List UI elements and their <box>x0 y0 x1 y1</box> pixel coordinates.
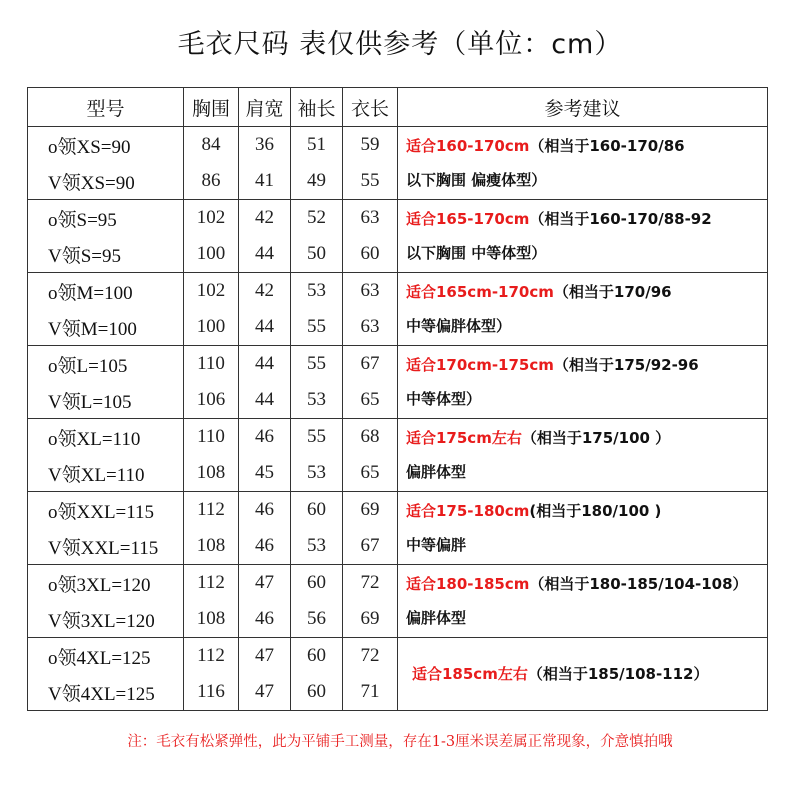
length-value: 71 <box>360 681 380 702</box>
chest-value: 116 <box>197 681 225 702</box>
shoulder-value: 44 <box>255 316 274 337</box>
model-v-neck: V领XL=110 <box>48 464 145 486</box>
chest-value: 106 <box>196 389 226 410</box>
chest-value: 108 <box>196 535 226 556</box>
length-value: 63 <box>360 280 380 301</box>
length-cell <box>343 492 398 565</box>
length-value: 67 <box>360 353 380 374</box>
model-cell <box>28 638 184 711</box>
chest-value: 86 <box>201 170 221 191</box>
sleeve-value: 53 <box>307 389 326 410</box>
measurement-note: 注：毛衣有松紧弹性，此为平铺手工测量，存在1-3厘米误差属正常现象，介意慎拍哦 <box>127 734 673 750</box>
chest-value: 112 <box>197 499 225 520</box>
header-sleeve: 袖长 <box>291 88 343 127</box>
advice-body-type: 中等偏胖 <box>406 536 467 554</box>
advice-height-range: 适合165-170cm <box>406 210 530 228</box>
advice-height-range: 适合160-170cm <box>406 137 530 155</box>
header-length: 衣长 <box>343 88 398 127</box>
model-o-neck: o领4XL=125 <box>48 647 151 669</box>
sleeve-value: 55 <box>307 316 326 337</box>
chest-value: 100 <box>196 243 226 264</box>
shoulder-cell <box>239 273 291 346</box>
advice-cell <box>398 638 768 711</box>
length-value: 72 <box>360 572 380 593</box>
model-cell <box>28 346 184 419</box>
header-chest: 胸围 <box>184 88 239 127</box>
shoulder-value: 44 <box>255 353 274 374</box>
model-o-neck: o领XXL=115 <box>48 501 155 523</box>
length-cell <box>343 419 398 492</box>
sleeve-value: 51 <box>307 134 326 155</box>
chest-value: 108 <box>196 608 226 629</box>
sleeve-value: 55 <box>307 426 326 447</box>
advice-text <box>406 494 763 562</box>
advice-cell <box>398 419 768 492</box>
shoulder-cell <box>239 200 291 273</box>
length-value: 63 <box>360 316 380 337</box>
shoulder-value: 42 <box>255 280 274 301</box>
model-o-neck: o领L=105 <box>48 355 128 377</box>
length-value: 65 <box>360 389 380 410</box>
model-v-neck: V领M=100 <box>48 318 137 340</box>
model-cell <box>28 565 184 638</box>
shoulder-value: 41 <box>255 170 274 191</box>
sleeve-value: 60 <box>307 572 326 593</box>
shoulder-value: 47 <box>255 681 274 702</box>
shoulder-cell <box>239 492 291 565</box>
shoulder-value: 46 <box>255 535 274 556</box>
length-cell <box>343 273 398 346</box>
advice-height-range: 适合175-180cm <box>406 502 530 520</box>
chest-value: 102 <box>196 280 226 301</box>
advice-equivalent: （相当于185/108-112） <box>527 665 709 683</box>
length-value: 68 <box>360 426 380 447</box>
chest-cell <box>184 492 239 565</box>
advice-body-type: 以下胸围 偏瘦体型） <box>406 171 547 189</box>
advice-body-type: 以下胸围 中等体型） <box>406 244 547 262</box>
chest-value: 84 <box>201 134 221 155</box>
sleeve-cell <box>291 273 343 346</box>
length-cell <box>343 127 398 200</box>
model-o-neck: o领XS=90 <box>48 136 131 158</box>
chest-value: 112 <box>197 645 225 666</box>
advice-equivalent: (相当于180/100 ) <box>529 502 662 520</box>
advice-height-range: 适合165cm-170cm <box>406 283 554 301</box>
chest-cell <box>184 419 239 492</box>
model-cell <box>28 200 184 273</box>
model-o-neck: o领S=95 <box>48 209 117 231</box>
advice-equivalent: （相当于175/92-96 <box>553 356 699 374</box>
header-shoulder: 肩宽 <box>239 88 291 127</box>
shoulder-value: 46 <box>255 426 274 447</box>
shoulder-value: 42 <box>255 207 274 228</box>
shoulder-value: 46 <box>255 608 274 629</box>
length-cell <box>343 638 398 711</box>
chest-cell <box>184 638 239 711</box>
advice-body-type: 中等偏胖体型） <box>406 317 512 335</box>
table-row <box>28 565 768 638</box>
sleeve-cell <box>291 200 343 273</box>
advice-height-range: 适合175cm左右 <box>406 429 522 447</box>
chest-cell <box>184 200 239 273</box>
sleeve-value: 53 <box>307 280 326 301</box>
chest-value: 100 <box>196 316 226 337</box>
sleeve-value: 52 <box>307 207 326 228</box>
advice-text <box>406 202 763 270</box>
advice-cell <box>398 200 768 273</box>
advice-equivalent: （相当于170/96 <box>553 283 672 301</box>
advice-cell <box>398 565 768 638</box>
sleeve-cell <box>291 346 343 419</box>
advice-body-type: 中等体型） <box>406 390 482 408</box>
model-v-neck: V领3XL=120 <box>48 610 155 632</box>
shoulder-cell <box>239 638 291 711</box>
sleeve-cell <box>291 127 343 200</box>
model-v-neck: V领L=105 <box>48 391 132 413</box>
chest-cell <box>184 273 239 346</box>
table-row <box>28 638 768 711</box>
chest-value: 110 <box>197 426 225 447</box>
model-cell <box>28 273 184 346</box>
advice-height-range: 适合170cm-175cm <box>406 356 554 374</box>
shoulder-value: 44 <box>255 389 274 410</box>
chest-value: 110 <box>197 353 225 374</box>
length-value: 65 <box>360 462 380 483</box>
length-value: 67 <box>360 535 380 556</box>
length-cell <box>343 346 398 419</box>
sleeve-value: 60 <box>307 499 326 520</box>
chest-value: 102 <box>196 207 226 228</box>
table-row <box>28 273 768 346</box>
shoulder-value: 47 <box>255 572 274 593</box>
shoulder-value: 46 <box>255 499 274 520</box>
table-header-row <box>28 88 768 127</box>
advice-text <box>406 275 763 343</box>
model-v-neck: V领XS=90 <box>48 172 135 194</box>
table-row <box>28 492 768 565</box>
sleeve-value: 55 <box>307 353 326 374</box>
table-row <box>28 127 768 200</box>
sleeve-value: 53 <box>307 535 326 556</box>
length-cell <box>343 200 398 273</box>
advice-equivalent: （相当于175/100 ） <box>521 429 671 447</box>
model-v-neck: V领XXL=115 <box>48 537 159 559</box>
header-model: 型号 <box>28 88 184 127</box>
model-v-neck: V领S=95 <box>48 245 122 267</box>
advice-text <box>406 348 763 416</box>
sleeve-value: 56 <box>307 608 326 629</box>
shoulder-value: 36 <box>255 134 274 155</box>
shoulder-cell <box>239 565 291 638</box>
shoulder-cell <box>239 419 291 492</box>
advice-text <box>406 638 763 710</box>
length-value: 69 <box>360 499 380 520</box>
chest-cell <box>184 127 239 200</box>
length-value: 63 <box>360 207 380 228</box>
sleeve-value: 50 <box>307 243 326 264</box>
length-value: 69 <box>360 608 380 629</box>
table-row <box>28 419 768 492</box>
advice-text <box>406 421 763 489</box>
advice-cell <box>398 273 768 346</box>
advice-equivalent: （相当于160-170/88-92 <box>529 210 712 228</box>
advice-equivalent: （相当于160-170/86 <box>529 137 685 155</box>
header-advice: 参考建议 <box>398 88 768 127</box>
sleeve-cell <box>291 565 343 638</box>
advice-text <box>406 567 763 635</box>
size-chart-table <box>27 87 768 711</box>
length-value: 55 <box>360 170 380 191</box>
model-cell <box>28 127 184 200</box>
shoulder-cell <box>239 346 291 419</box>
advice-cell <box>398 346 768 419</box>
advice-body-type: 偏胖体型 <box>406 463 467 481</box>
advice-cell <box>398 492 768 565</box>
length-value: 72 <box>360 645 380 666</box>
model-v-neck: V领4XL=125 <box>48 683 155 705</box>
shoulder-cell <box>239 127 291 200</box>
advice-equivalent: （相当于180-185/104-108） <box>529 575 748 593</box>
model-o-neck: o领3XL=120 <box>48 574 151 596</box>
advice-cell <box>398 127 768 200</box>
model-o-neck: o领XL=110 <box>48 428 141 450</box>
length-cell <box>343 565 398 638</box>
model-cell <box>28 492 184 565</box>
page-title: 毛衣尺码 表仅供参考（单位：cm） <box>177 29 623 60</box>
shoulder-value: 44 <box>255 243 274 264</box>
length-value: 60 <box>360 243 380 264</box>
sleeve-cell <box>291 492 343 565</box>
length-value: 59 <box>360 134 380 155</box>
chest-cell <box>184 346 239 419</box>
table-row <box>28 200 768 273</box>
advice-body-type: 偏胖体型 <box>406 609 467 627</box>
shoulder-value: 47 <box>255 645 274 666</box>
advice-height-range: 适合185cm左右 <box>412 665 528 683</box>
chest-cell <box>184 565 239 638</box>
sleeve-cell <box>291 638 343 711</box>
shoulder-value: 45 <box>255 462 274 483</box>
advice-height-range: 适合180-185cm <box>406 575 530 593</box>
sleeve-cell <box>291 419 343 492</box>
sleeve-value: 53 <box>307 462 326 483</box>
chest-value: 112 <box>197 572 225 593</box>
advice-text <box>406 129 763 197</box>
model-cell <box>28 419 184 492</box>
sleeve-value: 60 <box>307 645 326 666</box>
table-row <box>28 346 768 419</box>
model-o-neck: o领M=100 <box>48 282 133 304</box>
sleeve-value: 49 <box>307 170 326 191</box>
chest-value: 108 <box>196 462 226 483</box>
sleeve-value: 60 <box>307 681 326 702</box>
